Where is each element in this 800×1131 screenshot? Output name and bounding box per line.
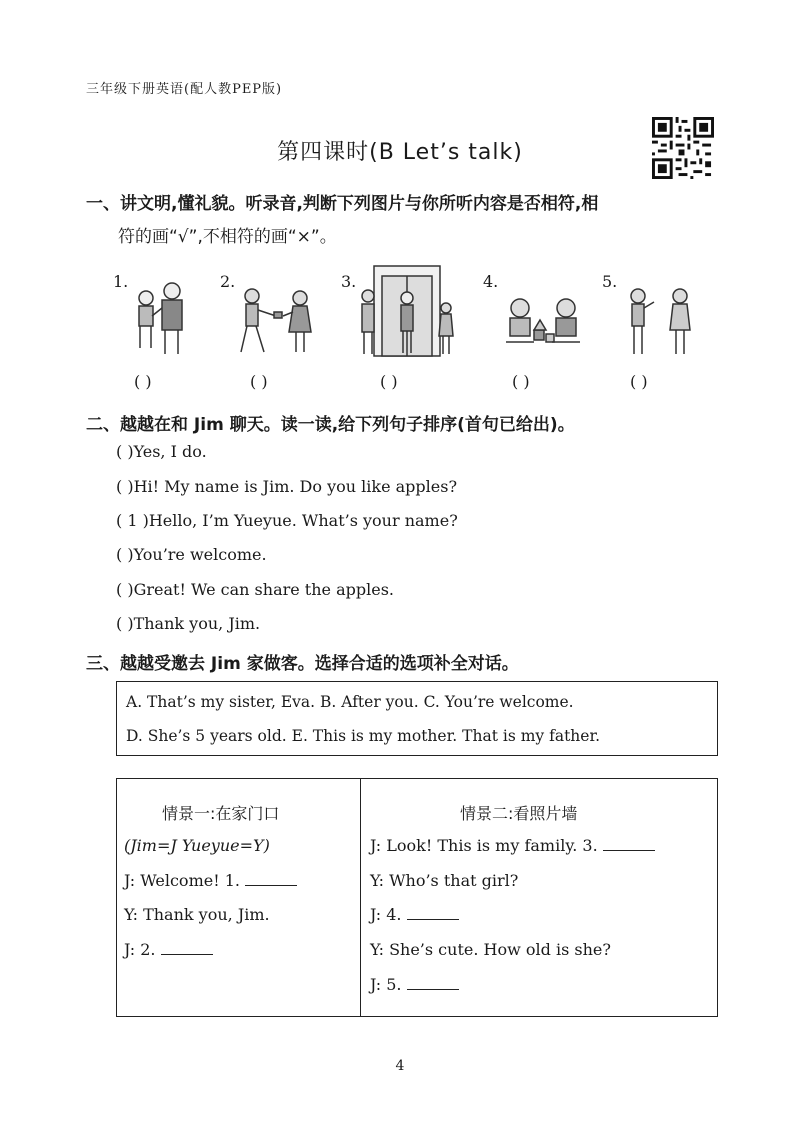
- boy-and-girl-picture: [620, 286, 696, 358]
- scene1-heading: 情景一:在家门口: [162, 804, 280, 823]
- elevator-picture: [356, 264, 460, 358]
- sentence-text: Yes, I do.: [133, 442, 207, 461]
- sentence-item[interactable]: [116, 442, 207, 461]
- answer-paren-1[interactable]: ( ): [134, 372, 152, 391]
- scene2-line-3: [370, 905, 459, 924]
- answer-paren-4[interactable]: ( ): [512, 372, 530, 391]
- sentence-item[interactable]: [116, 545, 267, 564]
- dialogue-text: J: Look! This is my family. 3.: [370, 836, 598, 855]
- answer-paren-3[interactable]: ( ): [380, 372, 398, 391]
- sentence-text: You’re welcome.: [133, 545, 267, 564]
- answer-blank-2[interactable]: [161, 940, 213, 955]
- picture-number-2: 2.: [220, 272, 236, 291]
- answer-blank-1[interactable]: [245, 871, 297, 886]
- options-line-1: A. That’s my sister, Eva. B. After you. C. You’re welcome.: [126, 693, 574, 711]
- picture-number-4: 4.: [483, 272, 499, 291]
- picture-number-5: 5.: [602, 272, 618, 291]
- sentence-item[interactable]: [116, 477, 457, 496]
- scene1-line-1: [124, 871, 297, 890]
- scene2-heading: 情景二:看照片墙: [460, 804, 578, 823]
- sentence-item[interactable]: [116, 580, 394, 599]
- dialogue-text: J: Welcome! 1.: [124, 871, 240, 890]
- speaker-legend: (Jim=J Yueyue=Y): [124, 836, 270, 855]
- sentence-item[interactable]: [116, 614, 260, 633]
- answer-paren-2[interactable]: ( ): [250, 372, 268, 391]
- order-paren[interactable]: ( ): [116, 442, 134, 461]
- dialogue-text: J: 2.: [124, 940, 156, 959]
- boy-giving-gift-picture: [236, 282, 322, 358]
- order-paren[interactable]: ( ): [116, 477, 134, 496]
- scene1-line-2: Y: Thank you, Jim.: [124, 905, 270, 924]
- order-paren[interactable]: ( ): [116, 580, 134, 599]
- book-header: 三年级下册英语(配人教PEP版): [86, 82, 283, 97]
- scene2-line-4: Y: She’s cute. How old is she?: [370, 940, 611, 959]
- boy-and-grandpa-picture: [132, 278, 194, 358]
- sentence-text: Hello, I’m Yueyue. What’s your name?: [148, 511, 458, 530]
- answer-blank-3[interactable]: [603, 836, 655, 851]
- page-number: 4: [395, 1058, 405, 1074]
- section1-title: 一、讲文明,懂礼貌。听录音,判断下列图片与你所听内容是否相符,相: [86, 194, 599, 214]
- lesson-title: 第四课时(B Let’s talk): [277, 140, 523, 165]
- dialogue-text: J: 4.: [370, 905, 402, 924]
- picture-number-3: 3.: [341, 272, 357, 291]
- answer-blank-5[interactable]: [407, 975, 459, 990]
- section1-title-cont: 符的画“√”,不相符的画“×”。: [118, 227, 337, 247]
- options-line-2: D. She’s 5 years old. E. This is my mother. That is my father.: [126, 727, 601, 745]
- kids-playing-blocks-picture: [502, 292, 584, 358]
- scene2-line-1: [370, 836, 655, 855]
- sentence-text: Great! We can share the apples.: [133, 580, 394, 599]
- dialogue-text: J: 5.: [370, 975, 402, 994]
- sentence-item[interactable]: [116, 511, 458, 530]
- section3-title: 三、越越受邀去 Jim 家做客。选择合适的选项补全对话。: [86, 654, 519, 674]
- scene1-line-3: [124, 940, 213, 959]
- qr-code-icon: [652, 117, 714, 179]
- order-paren[interactable]: ( ): [116, 614, 134, 633]
- scene2-line-2: Y: Who’s that girl?: [370, 871, 519, 890]
- picture-number-1: 1.: [113, 272, 129, 291]
- section2-title: 二、越越在和 Jim 聊天。读一读,给下列句子排序(首句已给出)。: [86, 415, 575, 435]
- sentence-text: Hi! My name is Jim. Do you like apples?: [133, 477, 458, 496]
- order-paren[interactable]: ( 1 ): [116, 511, 149, 530]
- order-paren[interactable]: ( ): [116, 545, 134, 564]
- answer-blank-4[interactable]: [407, 905, 459, 920]
- scene2-line-5: [370, 975, 459, 994]
- table-divider: [360, 778, 361, 1016]
- answer-paren-5[interactable]: ( ): [630, 372, 648, 391]
- sentence-text: Thank you, Jim.: [133, 614, 261, 633]
